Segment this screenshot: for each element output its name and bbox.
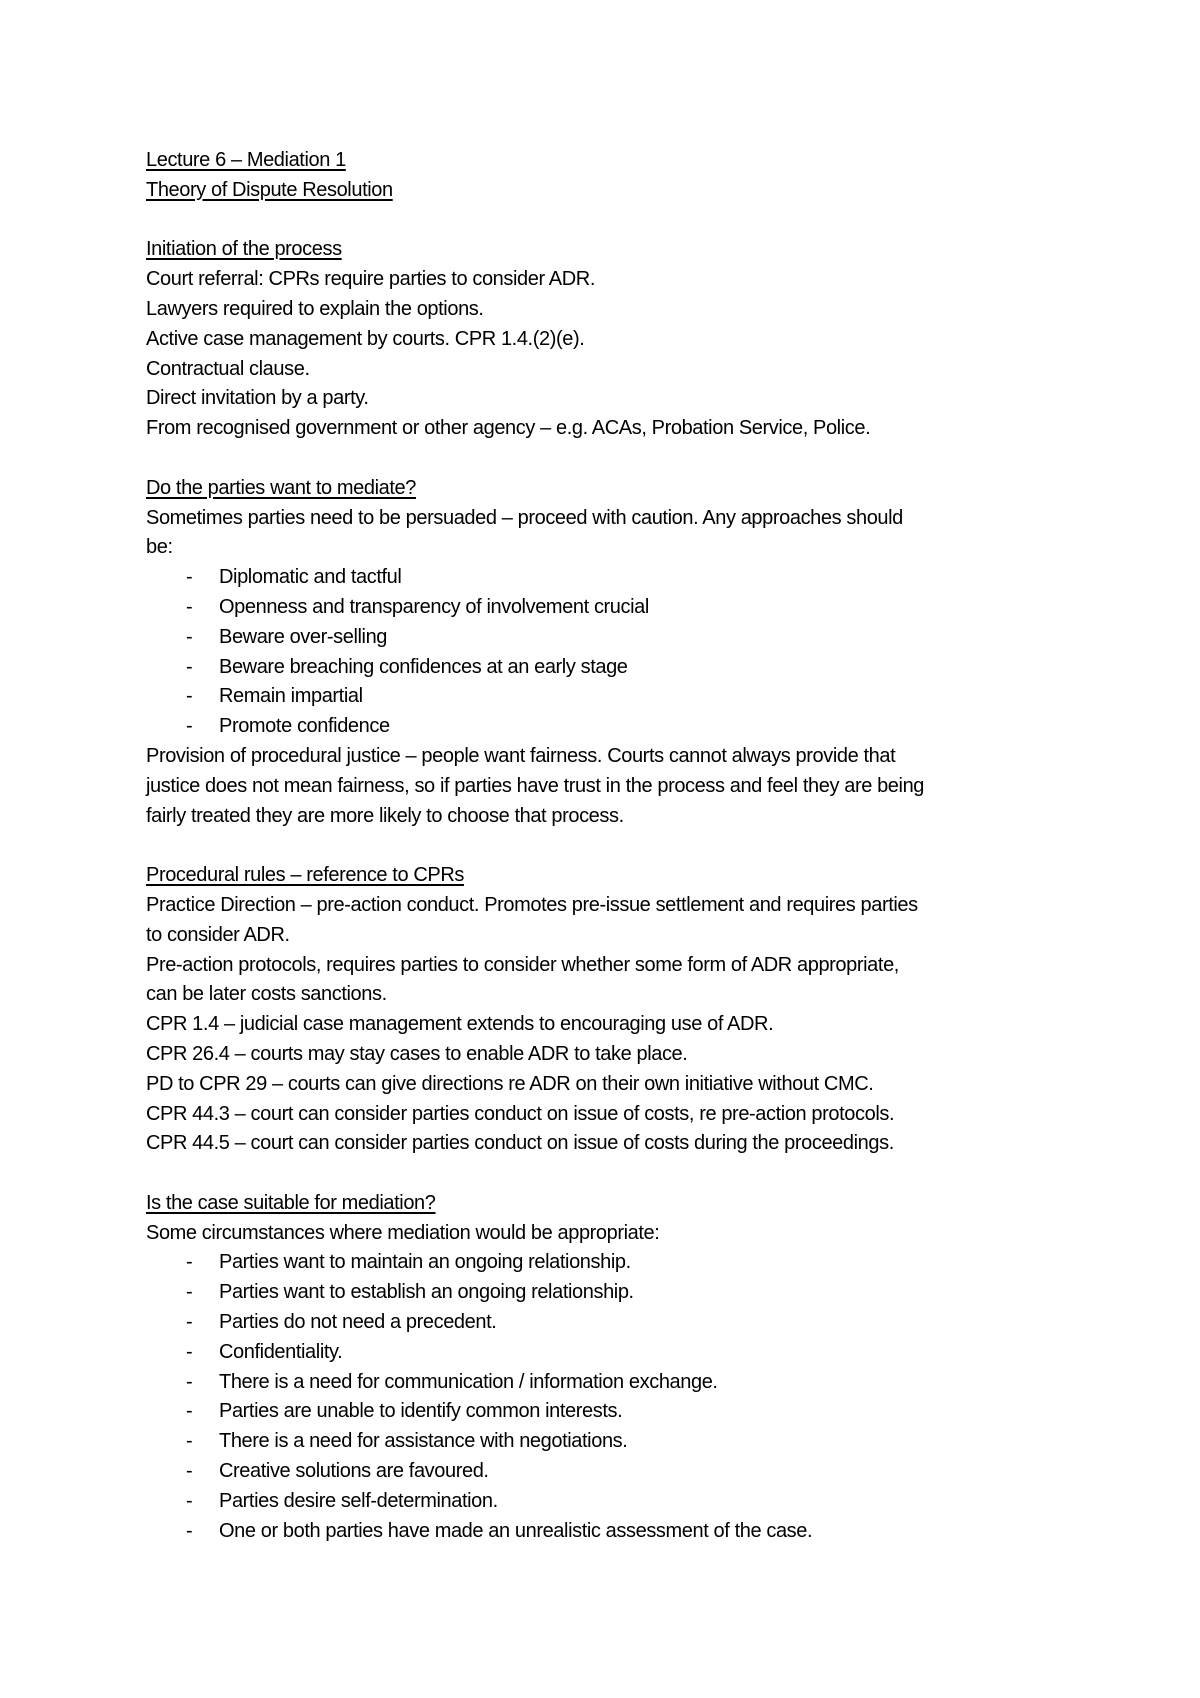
initiation-line: From recognised government or other agency – e.g. ACAs, Probation Service, Police. (146, 417, 871, 440)
list-item (146, 1517, 1076, 1547)
list-item-text: Parties want to maintain an ongoing relationship. (219, 1251, 631, 1274)
dash-marker: - (186, 685, 193, 708)
dash-marker: - (186, 1281, 193, 1304)
section-heading-suitability: Is the case suitable for mediation? (146, 1191, 436, 1214)
rules-line: CPR 44.5 – court can consider parties conduct on issue of costs during the proceedings. (146, 1132, 894, 1155)
list-item (146, 1457, 1076, 1487)
section-suitability (146, 1189, 1076, 1547)
list-item (146, 1487, 1076, 1517)
dash-marker: - (186, 1430, 193, 1453)
list-item-text: Diplomatic and tactful (219, 566, 402, 589)
paragraph-line: Sometimes parties need to be persuaded – proceed with caution. Any approaches should (146, 506, 903, 529)
rules-line: to consider ADR. (146, 923, 290, 946)
list-item (146, 1308, 1076, 1338)
paragraph-line: be: (146, 536, 173, 559)
spacer (146, 831, 1076, 861)
dash-marker: - (186, 1370, 193, 1393)
rules-line: CPR 1.4 – judicial case management extends to encouraging use of ADR. (146, 1013, 774, 1036)
list-item (146, 1278, 1076, 1308)
list-item-text: Beware over-selling (219, 625, 388, 648)
list-item-text: Parties desire self-determination. (219, 1489, 498, 1512)
list-item-text: Parties are unable to identify common interests. (219, 1400, 623, 1423)
document-body (146, 146, 1076, 1546)
list-item-text: Remain impartial (219, 685, 363, 708)
rules-line: CPR 44.3 – court can consider parties conduct on issue of costs, re pre-action protocols. (146, 1102, 895, 1125)
list-item (146, 653, 1076, 683)
list-item (146, 1397, 1076, 1427)
lecture-title: Lecture 6 – Mediation 1 (146, 149, 346, 171)
list-item (146, 593, 1076, 623)
section-want-to-mediate (146, 474, 1076, 832)
spacer (146, 444, 1076, 474)
list-item-text: There is a need for assistance with negotiations. (219, 1430, 628, 1453)
dash-marker: - (186, 1489, 193, 1512)
rules-line: PD to CPR 29 – courts can give directions re ADR on their own initiative without CMC. (146, 1072, 874, 1095)
list-item-text: Creative solutions are favoured. (219, 1460, 489, 1483)
list-item (146, 682, 1076, 712)
approaches-list (146, 563, 1076, 742)
section-procedural-rules (146, 861, 1076, 1159)
dash-marker: - (186, 715, 193, 738)
paragraph-line: Provision of procedural justice – people want fairness. Courts cannot always provide that (146, 744, 896, 767)
dash-marker: - (186, 1460, 193, 1483)
initiation-line: Lawyers required to explain the options. (146, 297, 484, 320)
section-heading-want-to-mediate: Do the parties want to mediate? (146, 476, 416, 499)
section-heading-initiation: Initiation of the process (146, 238, 342, 261)
paragraph-line: justice does not mean fairness, so if parties have trust in the process and feel they are being (146, 774, 925, 797)
spacer (146, 1159, 1076, 1189)
rules-line: CPR 26.4 – courts may stay cases to enable ADR to take place. (146, 1042, 688, 1065)
initiation-line: Active case management by courts. CPR 1.4.(2)(e). (146, 327, 585, 350)
list-item (146, 1338, 1076, 1368)
list-item (146, 1427, 1076, 1457)
list-item (146, 623, 1076, 653)
initiation-line: Contractual clause. (146, 357, 310, 380)
list-item-text: Promote confidence (219, 715, 390, 738)
list-item (146, 1368, 1076, 1398)
dash-marker: - (186, 625, 193, 648)
section-heading-procedural-rules: Procedural rules – reference to CPRs (146, 864, 464, 887)
list-item (146, 563, 1076, 593)
list-item-text: Confidentiality. (219, 1340, 343, 1363)
list-item-text: Parties do not need a precedent. (219, 1311, 497, 1334)
rules-line: can be later costs sanctions. (146, 983, 387, 1006)
section-initiation (146, 235, 1076, 444)
list-item-text: Beware breaching confidences at an early stage (219, 655, 628, 678)
dash-marker: - (186, 1400, 193, 1423)
initiation-line: Direct invitation by a party. (146, 387, 369, 410)
paragraph-line: fairly treated they are more likely to choose that process. (146, 804, 624, 827)
list-item (146, 1248, 1076, 1278)
dash-marker: - (186, 1340, 193, 1363)
dash-marker: - (186, 566, 193, 589)
course-title: Theory of Dispute Resolution (146, 178, 393, 201)
list-item-text: There is a need for communication / information exchange. (219, 1370, 718, 1393)
rules-line: Pre-action protocols, requires parties to consider whether some form of ADR appropriate, (146, 953, 899, 976)
dash-marker: - (186, 655, 193, 678)
circumstances-list (146, 1248, 1076, 1546)
spacer (146, 206, 1076, 236)
dash-marker: - (186, 595, 193, 618)
list-item-text: Parties want to establish an ongoing relationship. (219, 1281, 634, 1304)
list-item-text: One or both parties have made an unrealistic assessment of the case. (219, 1519, 813, 1542)
rules-line: Practice Direction – pre-action conduct. Promotes pre-issue settlement and requires parties (146, 893, 918, 916)
dash-marker: - (186, 1251, 193, 1274)
initiation-line: Court referral: CPRs require parties to consider ADR. (146, 268, 595, 291)
dash-marker: - (186, 1311, 193, 1334)
list-item (146, 712, 1076, 742)
dash-marker: - (186, 1519, 193, 1542)
list-item-text: Openness and transparency of involvement crucial (219, 595, 649, 618)
paragraph-line: Some circumstances where mediation would be appropriate: (146, 1221, 660, 1244)
